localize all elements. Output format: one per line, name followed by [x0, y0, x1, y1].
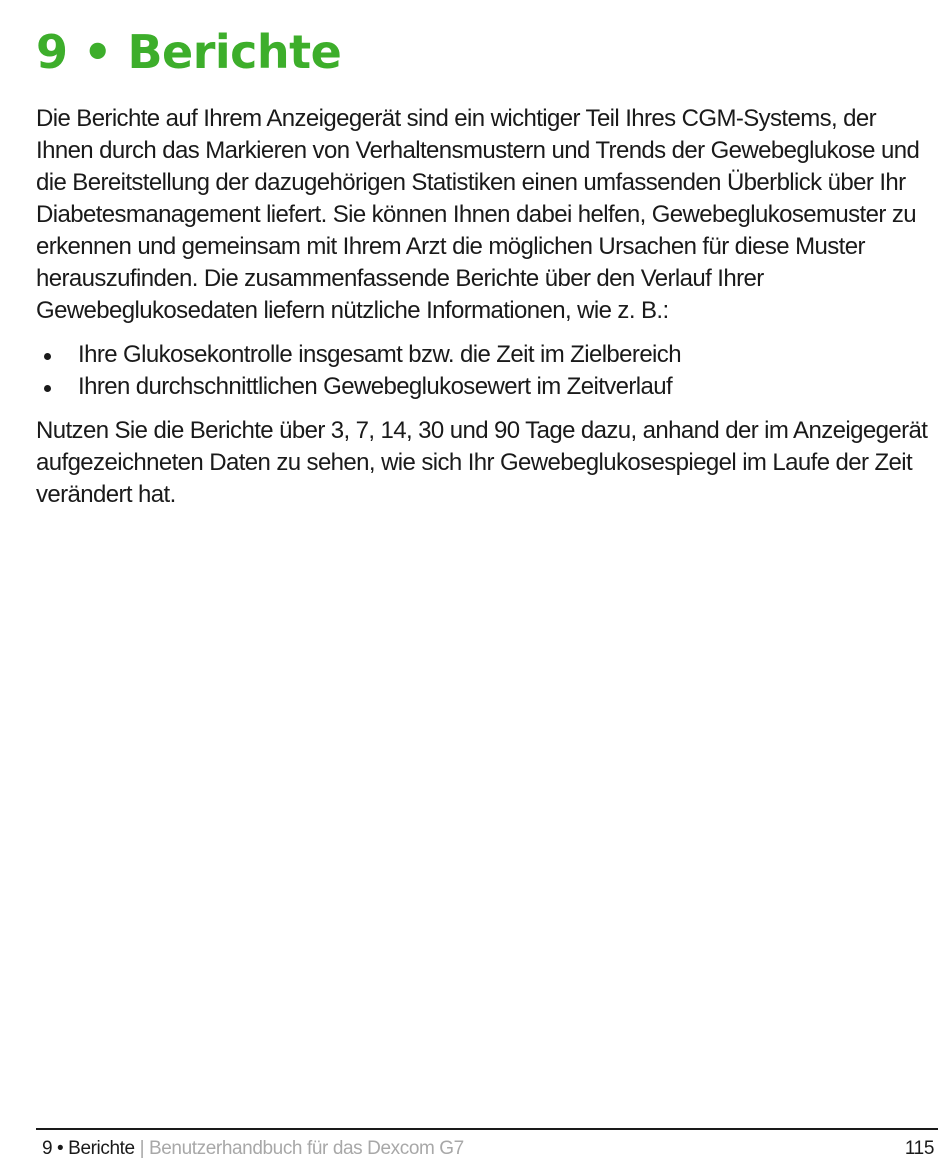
intro-paragraph: Die Berichte auf Ihrem Anzeigegerät sind ein wichtiger Teil Ihres CGM-Systems, der Ihnen durch das Markieren von Verhaltensmustern und Trends der Gewebeglukose und die Bereitstellung der dazugehörigen Statistiken einen umfassenden Überblick über Ihr Diabetesmanagement liefert. Sie können Ihnen dabei helfen, Gewebeglukosemuster zu erkennen und gemeinsam mit Ihrem Arzt die möglichen Ursachen für diese Muster herauszufinden. Die zusammenfassende Berichte über den Verlauf Ihrer Gewebeglukosedaten liefern nützliche Informationen, wie z. B.:	[36, 105, 920, 324]
page-title: 9 • Berichte	[36, 25, 342, 79]
page-content	[36, 103, 938, 511]
bullet-icon	[44, 353, 51, 360]
footer-manual-title: Benutzerhandbuch für das Dexcom G7	[148, 1138, 464, 1159]
list-item-text: Ihren durchschnittlichen Gewebeglukosewert im Zeitverlauf	[78, 373, 673, 400]
list-item	[36, 371, 938, 403]
footer-separator: |	[134, 1138, 149, 1159]
bullet-list	[36, 339, 938, 403]
bullet-icon	[44, 385, 51, 392]
list-item	[36, 339, 938, 371]
footer-running-title	[42, 1136, 464, 1162]
page-number: 115	[904, 1138, 934, 1159]
footer-chapter: 9 • Berichte	[42, 1138, 135, 1159]
footer-divider	[36, 1128, 938, 1130]
list-item-text: Ihre Glukosekontrolle insgesamt bzw. die Zeit im Zielbereich	[78, 341, 681, 368]
outro-paragraph: Nutzen Sie die Berichte über 3, 7, 14, 30 und 90 Tage dazu, anhand der im Anzeigegerät aufgezeichneten Daten zu sehen, wie sich Ihr Gewebeglukosespiegel im Laufe der Zeit verändert hat.	[36, 417, 928, 508]
